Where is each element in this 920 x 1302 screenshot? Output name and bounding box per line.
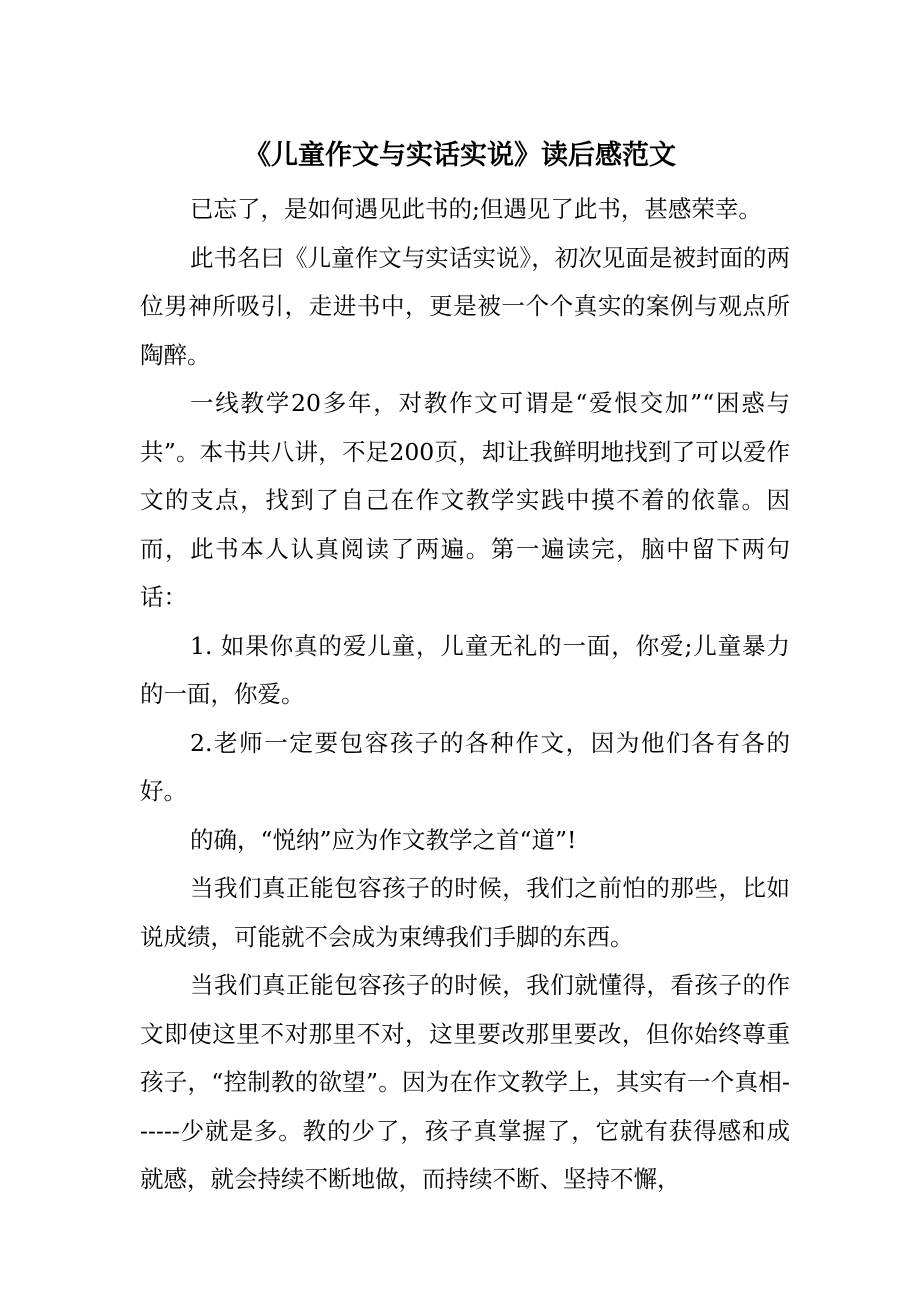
paragraph-5: 2.老师一定要包容孩子的各种作文，因为他们各有各的好。	[140, 728, 790, 805]
paragraph-4: 1. 如果你真的爱儿童，儿童无礼的一面，你爱;儿童暴力的一面，你爱。	[140, 631, 790, 708]
document-body	[140, 185, 790, 1204]
paragraph-2: 此书名曰《儿童作文与实话实说》，初次见面是被封面的两位男神所吸引，走进书中，更是被一个个真实的案例与观点所陶醉。	[140, 243, 790, 369]
document-title: 《儿童作文与实话实说》读后感范文	[244, 140, 676, 171]
paragraph-1: 已忘了，是如何遇见此书的;但遇见了此书，甚感荣幸。	[190, 195, 762, 223]
paragraph-8: 当我们真正能包容孩子的时候，我们就懂得，看孩子的作文即使这里不对那里不对，这里要改那里要改，但你始终尊重孩子，“控制教的欲望”。因为在作文教学上，其实有一个真相------少就是多。教的少了，孩子真掌握了，它就有获得感和成就感，就会持续不断地做，而持续不断、坚持不懈，	[140, 971, 790, 1193]
paragraph-7: 当我们真正能包容孩子的时候，我们之前怕的那些，比如说成绩，可能就不会成为束缚我们手脚的东西。	[140, 874, 790, 951]
paragraph-3: 一线教学20多年，对教作文可谓是“爱恨交加”“困惑与共”。本书共八讲，不足200页，却让我鲜明地找到了可以爱作文的支点，找到了自己在作文教学实践中摸不着的依靠。因而，此书本人认真阅读了两遍。第一遍读完，脑中留下两句话：	[140, 389, 790, 611]
paragraph-6: 的确，“悦纳”应为作文教学之首“道”!	[190, 825, 577, 854]
